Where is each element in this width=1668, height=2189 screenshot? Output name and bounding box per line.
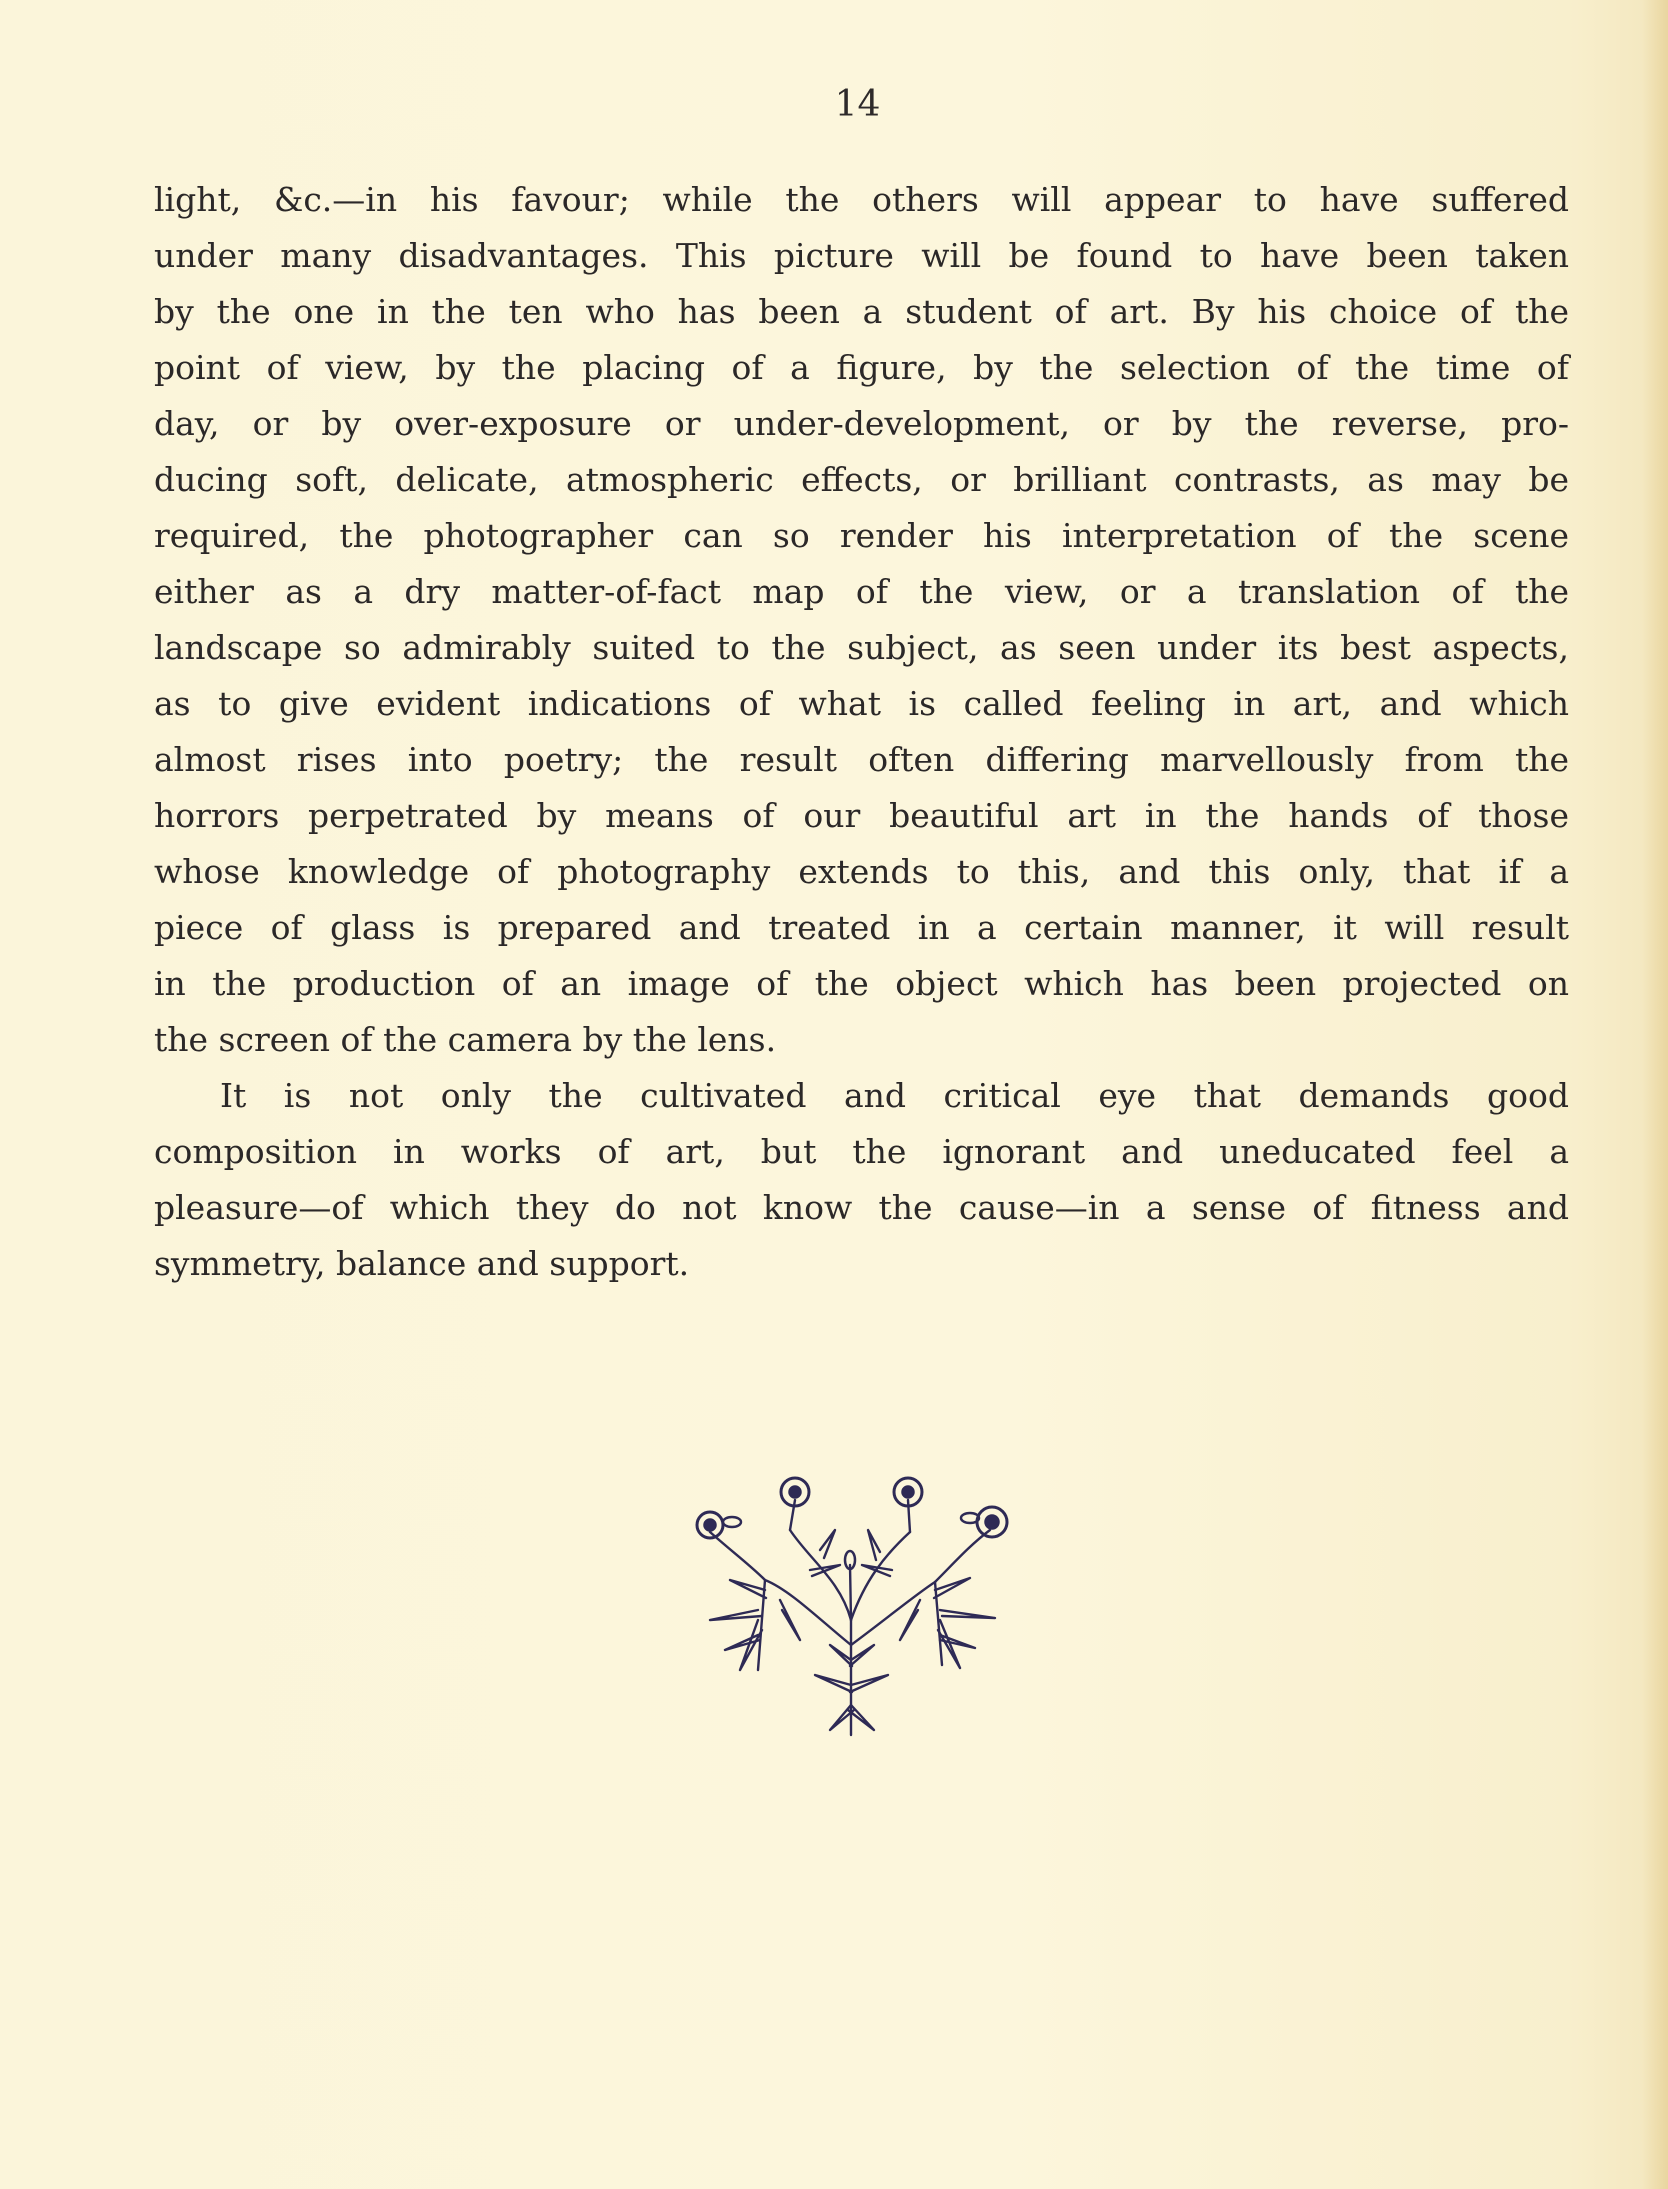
text-line: day, or by over-exposure or under-development, or by the reverse, pro- [154,404,1569,443]
text-line: in the production of an image of the object which has been projected on [154,964,1569,1003]
page-number: 14 [834,84,881,125]
text-line: the screen of the camera by the lens. [154,1020,777,1059]
body-text [154,172,1569,1292]
text-line: symmetry, balance and support. [154,1244,690,1283]
page-edge-shadow [1642,0,1668,2189]
text-line: horrors perpetrated by means of our beautiful art in the hands of those [154,796,1569,835]
text-line: composition in works of art, but the ignorant and uneducated feel a [154,1132,1569,1171]
text-line: ducing soft, delicate, atmospheric effects, or brilliant contrasts, as may be [154,460,1569,499]
text-line: almost rises into poetry; the result often differing marvellously from the [154,740,1569,779]
text-line: light, &c.—in his favour; while the others will appear to have suffered [154,180,1569,219]
text-line: whose knowledge of photography extends to this, and this only, that if a [154,852,1569,891]
text-line: under many disadvantages. This picture will be found to have been taken [154,236,1569,275]
floral-ornament-icon [670,1470,1040,1740]
text-line: required, the photographer can so render his interpretation of the scene [154,516,1569,555]
text-line: It is not only the cultivated and critical eye that demands good [220,1076,1569,1115]
text-line: by the one in the ten who has been a student of art. By his choice of the [154,292,1569,331]
text-line: either as a dry matter-of-fact map of the view, or a translation of the [154,572,1569,611]
text-line: as to give evident indications of what is called feeling in art, and which [154,684,1569,723]
text-line: pleasure—of which they do not know the cause—in a sense of fitness and [154,1188,1569,1227]
text-line: landscape so admirably suited to the subject, as seen under its best aspects, [154,628,1569,667]
text-line: piece of glass is prepared and treated in a certain manner, it will result [154,908,1569,947]
text-line: point of view, by the placing of a figure, by the selection of the time of [154,348,1569,387]
